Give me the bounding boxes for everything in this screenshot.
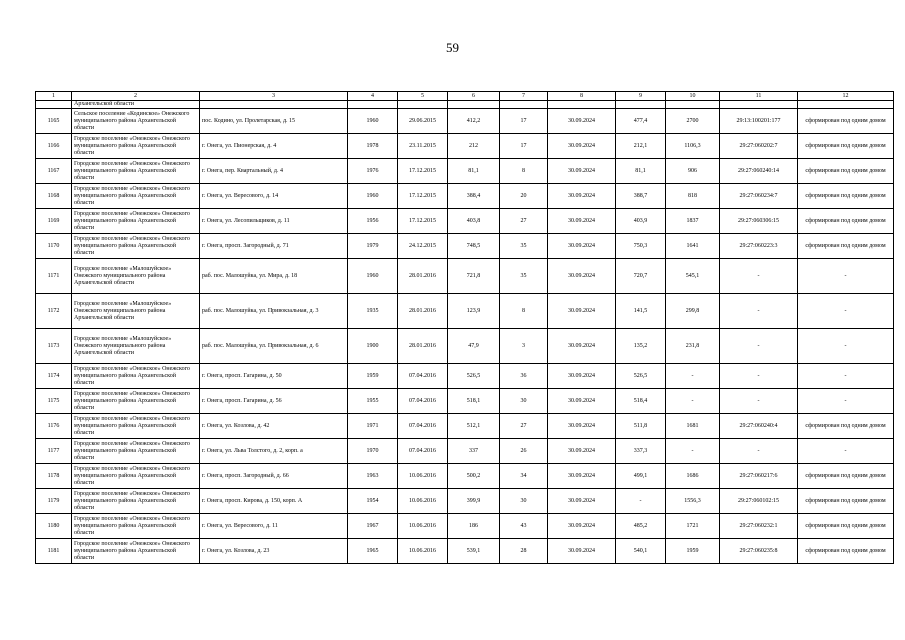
cell-residents: 34 [500,464,548,489]
table-row [36,209,894,234]
cell-residents: 17 [500,109,548,134]
cell-area-actual: 485,2 [616,514,666,539]
cell-date-planned: 30.09.2024 [548,184,616,209]
column-number-10: 10 [666,92,720,101]
cell-land-area: 299,8 [666,294,720,329]
cell-area-actual: 511,8 [616,414,666,439]
cell-address: г. Онега, просп. Гагарина, д. 56 [200,389,348,414]
cell-area: 186 [448,514,500,539]
cell-land-area: 1686 [666,464,720,489]
cell-date-planned: 30.09.2024 [548,234,616,259]
cell-settlement: Городское поселение «Онежское» Онежского муниципального района Архангельской области [72,209,200,234]
cell-cadastral-number: - [720,439,798,464]
cell-area-actual: 499,1 [616,464,666,489]
cell-remark: сформирован под одним домом [798,209,894,234]
cell-cadastral-number: - [720,364,798,389]
table-row [36,109,894,134]
table-row [36,159,894,184]
cell-cadastral-number: - [720,389,798,414]
cell-year: 1970 [348,439,398,464]
cell-cadastral-number: 29:27:060223:3 [720,234,798,259]
cell-cadastral-number: - [720,329,798,364]
table-row [36,514,894,539]
cell-number: 1171 [36,259,72,294]
cell-number: 1178 [36,464,72,489]
cell-year: 1960 [348,184,398,209]
cell-number: 1181 [36,539,72,564]
cell-address: раб. пос. Малошуйка, ул. Мира, д. 18 [200,259,348,294]
cell-date-included: 17.12.2015 [398,209,448,234]
cell-date-included: 07.04.2016 [398,364,448,389]
cell-remark: сформирован под одним домом [798,234,894,259]
cell-area-actual: 518,4 [616,389,666,414]
cell-land-area: 2700 [666,109,720,134]
cell-number: 1170 [36,234,72,259]
cell-address: г. Онега, ул. Козлова, д. 23 [200,539,348,564]
cell-land-area: 1721 [666,514,720,539]
cell-land-area: 1681 [666,414,720,439]
cell-area: 512,1 [448,414,500,439]
cell-residents: 3 [500,329,548,364]
cell-land-area: 1959 [666,539,720,564]
cell-number: 1174 [36,364,72,389]
cell-date-included: 10.06.2016 [398,464,448,489]
table-row [36,414,894,439]
cell-settlement: Городское поселение «Малошуйское» Онежского муниципального района Архангельской области [72,329,200,364]
cell-date-planned: 30.09.2024 [548,514,616,539]
cell-area: 47,9 [448,329,500,364]
cell-date-planned: 30.09.2024 [548,294,616,329]
cell-area-actual: - [616,489,666,514]
cell-remark: сформирован под одним домом [798,539,894,564]
table-row [36,539,894,564]
cell-land-area: 818 [666,184,720,209]
cell-year: 1960 [348,259,398,294]
cell-area: 539,1 [448,539,500,564]
cell-land-area: - [666,389,720,414]
cell-remark: сформирован под одним домом [798,489,894,514]
cell-address: г. Онега, ул. Вересового, д. 11 [200,514,348,539]
table-row [36,329,894,364]
cell-area: 399,9 [448,489,500,514]
column-number-row [36,92,894,101]
table-row [36,439,894,464]
cell-date-included: 07.04.2016 [398,414,448,439]
column-number-8: 8 [548,92,616,101]
cell-settlement: Городское поселение «Онежское» Онежского муниципального района Архангельской области [72,464,200,489]
page-number: 59 [446,40,459,55]
cell-remark: сформирован под одним домом [798,184,894,209]
table-row [36,464,894,489]
cell-area: 123,9 [448,294,500,329]
cell-year: 1955 [348,389,398,414]
cell-address: г. Онега, ул. Лесопильщиков, д. 11 [200,209,348,234]
cell-address: раб. пос. Малошуйка, ул. Привокзальная, д. 6 [200,329,348,364]
cell-year: 1978 [348,134,398,159]
continuation-row [36,101,894,109]
cell-residents: 35 [500,259,548,294]
cell-year: 1960 [348,109,398,134]
table-row [36,234,894,259]
table-row [36,389,894,414]
cell-number: 1177 [36,439,72,464]
cell-year: 1954 [348,489,398,514]
cell-remark: - [798,364,894,389]
cell-remark: сформирован под одним домом [798,464,894,489]
cell-cadastral-number: 29:27:060240:4 [720,414,798,439]
cell-date-planned: 30.09.2024 [548,464,616,489]
cell-remark: сформирован под одним домом [798,159,894,184]
column-number-1: 1 [36,92,72,101]
cell-area-actual: 135,2 [616,329,666,364]
cell-area: 337 [448,439,500,464]
table-row [36,294,894,329]
cell-cadastral-number: - [720,259,798,294]
cell-remark: сформирован под одним домом [798,109,894,134]
cell-address: г. Онега, ул. Пионерская, д. 4 [200,134,348,159]
cell-residents: 20 [500,184,548,209]
cell-settlement: Городское поселение «Онежское» Онежского муниципального района Архангельской области [72,184,200,209]
cell-area-actual: 337,3 [616,439,666,464]
cell-date-included: 10.06.2016 [398,514,448,539]
cell-settlement: Городское поселение «Онежское» Онежского муниципального района Архангельской области [72,489,200,514]
cell-remark: - [798,439,894,464]
cell-settlement: Городское поселение «Онежское» Онежского муниципального района Архангельской области [72,539,200,564]
column-number-4: 4 [348,92,398,101]
cell-area: 748,5 [448,234,500,259]
cell-address: пос. Кодино, ул. Пролетарская, д. 15 [200,109,348,134]
cell-number: 1168 [36,184,72,209]
cell-residents: 27 [500,209,548,234]
cell-number: 1173 [36,329,72,364]
cell-area-actual: 403,9 [616,209,666,234]
cell-date-planned: 30.09.2024 [548,439,616,464]
cell-year: 1935 [348,294,398,329]
cell-area: 526,5 [448,364,500,389]
cell-address: г. Онега, ул. Козлова, д. 42 [200,414,348,439]
cell-settlement: Городское поселение «Онежское» Онежского муниципального района Архангельской области [72,134,200,159]
cell-year: 1971 [348,414,398,439]
cell-land-area: 1556,3 [666,489,720,514]
cell-cadastral-number: 29:27:060232:1 [720,514,798,539]
column-number-6: 6 [448,92,500,101]
cell-date-included: 29.06.2015 [398,109,448,134]
cell-area: 403,8 [448,209,500,234]
cell-year: 1963 [348,464,398,489]
cell-land-area: 231,8 [666,329,720,364]
cell-year: 1900 [348,329,398,364]
cell-date-included: 17.12.2015 [398,184,448,209]
cell-area: 721,8 [448,259,500,294]
column-number-5: 5 [398,92,448,101]
cell-date-planned: 30.09.2024 [548,209,616,234]
cell-settlement: Городское поселение «Малошуйское» Онежского муниципального района Архангельской области [72,294,200,329]
cell-residents: 30 [500,489,548,514]
cell-area-actual: 388,7 [616,184,666,209]
cell-date-included: 10.06.2016 [398,489,448,514]
cell-area: 412,2 [448,109,500,134]
cell-date-included: 17.12.2015 [398,159,448,184]
cell-area: 212 [448,134,500,159]
cell-date-planned: 30.09.2024 [548,109,616,134]
cell-remark: - [798,259,894,294]
cell-residents: 43 [500,514,548,539]
cell-date-planned: 30.09.2024 [548,414,616,439]
cell-address: г. Онега, пер. Квартальный, д. 4 [200,159,348,184]
table-row [36,134,894,159]
cell-remark: сформирован под одним домом [798,134,894,159]
column-number-2: 2 [72,92,200,101]
table-row [36,364,894,389]
table-row [36,489,894,514]
cell-cadastral-number: 29:27:060240:14 [720,159,798,184]
cell-cadastral-number: 29:27:060202:7 [720,134,798,159]
cell-area-actual: 526,5 [616,364,666,389]
cell-remark: - [798,329,894,364]
cell-date-planned: 30.09.2024 [548,539,616,564]
cell-residents: 26 [500,439,548,464]
cell-area: 500,2 [448,464,500,489]
cell-address: г. Онега, просп. Загородный, д. 66 [200,464,348,489]
cell-number: 1172 [36,294,72,329]
cell-number: 1165 [36,109,72,134]
cell-date-planned: 30.09.2024 [548,329,616,364]
cell-year: 1965 [348,539,398,564]
cell-cadastral-number: 29:27:060234:7 [720,184,798,209]
cell-settlement: Городское поселение «Онежское» Онежского муниципального района Архангельской области [72,414,200,439]
cell-settlement: Городское поселение «Онежское» Онежского муниципального района Архангельской области [72,364,200,389]
cell-number: 1167 [36,159,72,184]
cell-land-area: - [666,439,720,464]
cell-year: 1967 [348,514,398,539]
cell-area-actual: 540,1 [616,539,666,564]
cell-remark: - [798,294,894,329]
cell-residents: 30 [500,389,548,414]
table-row [36,184,894,209]
cell-remark: - [798,389,894,414]
cell-date-included: 10.06.2016 [398,539,448,564]
cell-settlement: Городское поселение «Онежское» Онежского муниципального района Архангельской области [72,159,200,184]
cell-date-included: 23.11.2015 [398,134,448,159]
column-number-3: 3 [200,92,348,101]
cell-date-included: 28.01.2016 [398,294,448,329]
cell-residents: 36 [500,364,548,389]
cell-settlement: Сельское поселение «Кодинское» Онежского муниципального района Архангельской области [72,109,200,134]
cell-area-actual: 477,4 [616,109,666,134]
cell-number: 1169 [36,209,72,234]
cell-area: 518,1 [448,389,500,414]
cell-date-planned: 30.09.2024 [548,259,616,294]
cell-area-actual: 141,5 [616,294,666,329]
cell-land-area: - [666,364,720,389]
cell-address: г. Онега, просп. Гагарина, д. 50 [200,364,348,389]
cell-cadastral-number: 29:13:100201:177 [720,109,798,134]
cell-date-included: 28.01.2016 [398,259,448,294]
cell-remark: сформирован под одним домом [798,514,894,539]
cell-area: 388,4 [448,184,500,209]
cell-date-included: 24.12.2015 [398,234,448,259]
cell-land-area: 545,1 [666,259,720,294]
cell-residents: 35 [500,234,548,259]
cell-cadastral-number: - [720,294,798,329]
table-row [36,259,894,294]
cell-cadastral-number: 29:27:060217:6 [720,464,798,489]
cell-area-actual: 720,7 [616,259,666,294]
cell-number: 1166 [36,134,72,159]
column-number-7: 7 [500,92,548,101]
cell-area: 81,1 [448,159,500,184]
cell-name: Архангельской области [72,101,200,109]
column-number-9: 9 [616,92,666,101]
cell-year: 1976 [348,159,398,184]
cell-date-included: 07.04.2016 [398,389,448,414]
cell-year: 1979 [348,234,398,259]
cell-date-planned: 30.09.2024 [548,159,616,184]
cell-no [36,101,72,109]
cell-address: г. Онега, просп. Загородный, д. 71 [200,234,348,259]
cell-address: раб. пос. Малошуйка, ул. Привокзальная, д. 3 [200,294,348,329]
cell-settlement: Городское поселение «Онежское» Онежского муниципального района Архангельской области [72,389,200,414]
cell-address: г. Онега, ул. Льва Толстого, д. 2, корп. а [200,439,348,464]
cell-number: 1180 [36,514,72,539]
cell-date-planned: 30.09.2024 [548,364,616,389]
cell-year: 1956 [348,209,398,234]
cell-settlement: Городское поселение «Онежское» Онежского муниципального района Архангельской области [72,234,200,259]
cell-settlement: Городское поселение «Онежское» Онежского муниципального района Архангельской области [72,514,200,539]
cell-year: 1959 [348,364,398,389]
cell-residents: 27 [500,414,548,439]
cell-cadastral-number: 29:27:060102:15 [720,489,798,514]
cell-land-area: 1641 [666,234,720,259]
cell-date-planned: 30.09.2024 [548,389,616,414]
cell-land-area: 906 [666,159,720,184]
cell-residents: 8 [500,159,548,184]
cell-residents: 17 [500,134,548,159]
cell-address: г. Онега, просп. Кирова, д. 150, корп. А [200,489,348,514]
cell-cadastral-number: 29:27:060235:8 [720,539,798,564]
cell-cadastral-number: 29:27:060306:15 [720,209,798,234]
cell-settlement: Городское поселение «Малошуйское» Онежского муниципального района Архангельской области [72,259,200,294]
cell-number: 1179 [36,489,72,514]
cell-date-included: 07.04.2016 [398,439,448,464]
cell-residents: 28 [500,539,548,564]
cell-address: г. Онега, ул. Вересового, д. 14 [200,184,348,209]
cell-area-actual: 212,1 [616,134,666,159]
cell-remark: сформирован под одним домом [798,414,894,439]
cell-number: 1175 [36,389,72,414]
cell-land-area: 1106,3 [666,134,720,159]
cell-land-area: 1837 [666,209,720,234]
column-number-11: 11 [720,92,798,101]
cell-residents: 8 [500,294,548,329]
cell-settlement: Городское поселение «Онежское» Онежского муниципального района Архангельской области [72,439,200,464]
cell-date-planned: 30.09.2024 [548,134,616,159]
column-number-12: 12 [798,92,894,101]
cell-area-actual: 81,1 [616,159,666,184]
cell-number: 1176 [36,414,72,439]
cell-area-actual: 750,3 [616,234,666,259]
cell-date-planned: 30.09.2024 [548,489,616,514]
cell-date-included: 28.01.2016 [398,329,448,364]
housing-registry-table [35,91,894,564]
